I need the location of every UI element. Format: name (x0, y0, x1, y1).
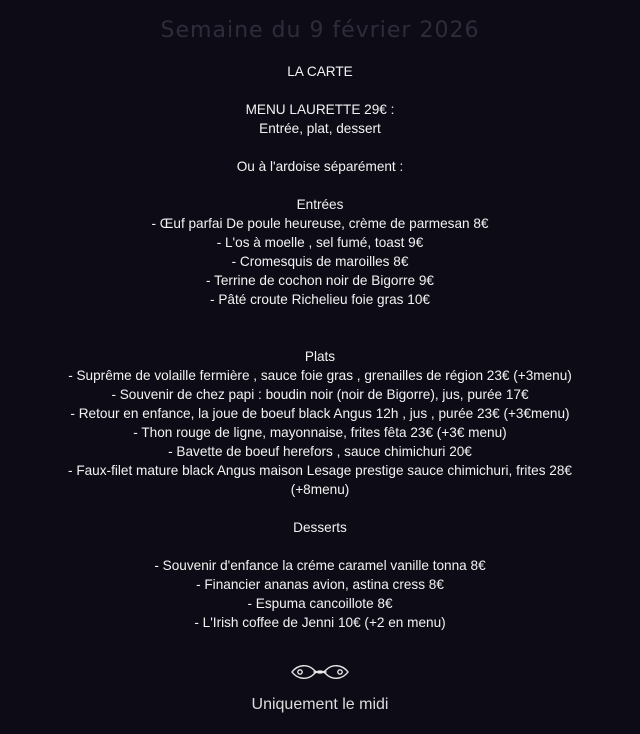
section-title-entrees: Entrées (296, 197, 344, 212)
week-title: Semaine du 9 février 2026 (160, 18, 480, 43)
plat-item: - Faux-filet mature black Angus maison Lesage prestige sauce chimichuri, frites 28€ (68, 463, 572, 478)
entree-item: - Pâté croute Richelieu foie gras 10€ (210, 292, 430, 307)
entree-item: - Œuf parfai De poule heureuse, crème de parmesan 8€ (151, 216, 489, 231)
formula-name: MENU LAURETTE 29€ : (245, 102, 395, 117)
formula-description: Entrée, plat, dessert (259, 121, 381, 136)
plat-item: - Retour en enfance, la joue de boeuf black Angus 12h , jus , purée 23€ (+3€menu) (70, 406, 570, 421)
plat-item-continuation: (+8menu) (290, 482, 350, 497)
dessert-item: - Espuma cancoillote 8€ (247, 596, 393, 611)
entree-item: - Cromesquis de maroilles 8€ (231, 254, 409, 269)
dessert-item: - L'Irish coffee de Jenni 10€ (+2 en menu) (194, 615, 446, 630)
entree-item: - L'os à moelle , sel fumé, toast 9€ (216, 235, 424, 250)
plat-item: - Suprême de volaille fermière , sauce foie gras , grenailles de région 23€ (+3menu) (68, 368, 572, 383)
dessert-item: - Financier ananas avion, astina cress 8€ (196, 577, 444, 592)
plat-item: - Bavette de boeuf herefors , sauce chimichuri 20€ (168, 444, 472, 459)
lunch-only-note: Uniquement le midi (251, 696, 389, 713)
plat-item: - Thon rouge de ligne, mayonnaise, frites fêta 23€ (+3€ menu) (133, 425, 507, 440)
dessert-item: - Souvenir d'enfance la créme caramel vanille tonna 8€ (154, 558, 486, 573)
section-title-desserts: Desserts (293, 520, 347, 535)
menu-title: LA CARTE (287, 64, 353, 79)
entree-item: - Terrine de cochon noir de Bigorre 9€ (206, 273, 434, 288)
ardoise-intro: Ou à l'ardoise séparément : (236, 159, 404, 174)
section-title-plats: Plats (304, 349, 336, 364)
plat-item: - Souvenir de chez papi : boudin noir (noir de Bigorre), jus, purée 17€ (111, 387, 529, 402)
menu-card (0, 62, 640, 632)
flourish-divider-icon (288, 660, 352, 684)
